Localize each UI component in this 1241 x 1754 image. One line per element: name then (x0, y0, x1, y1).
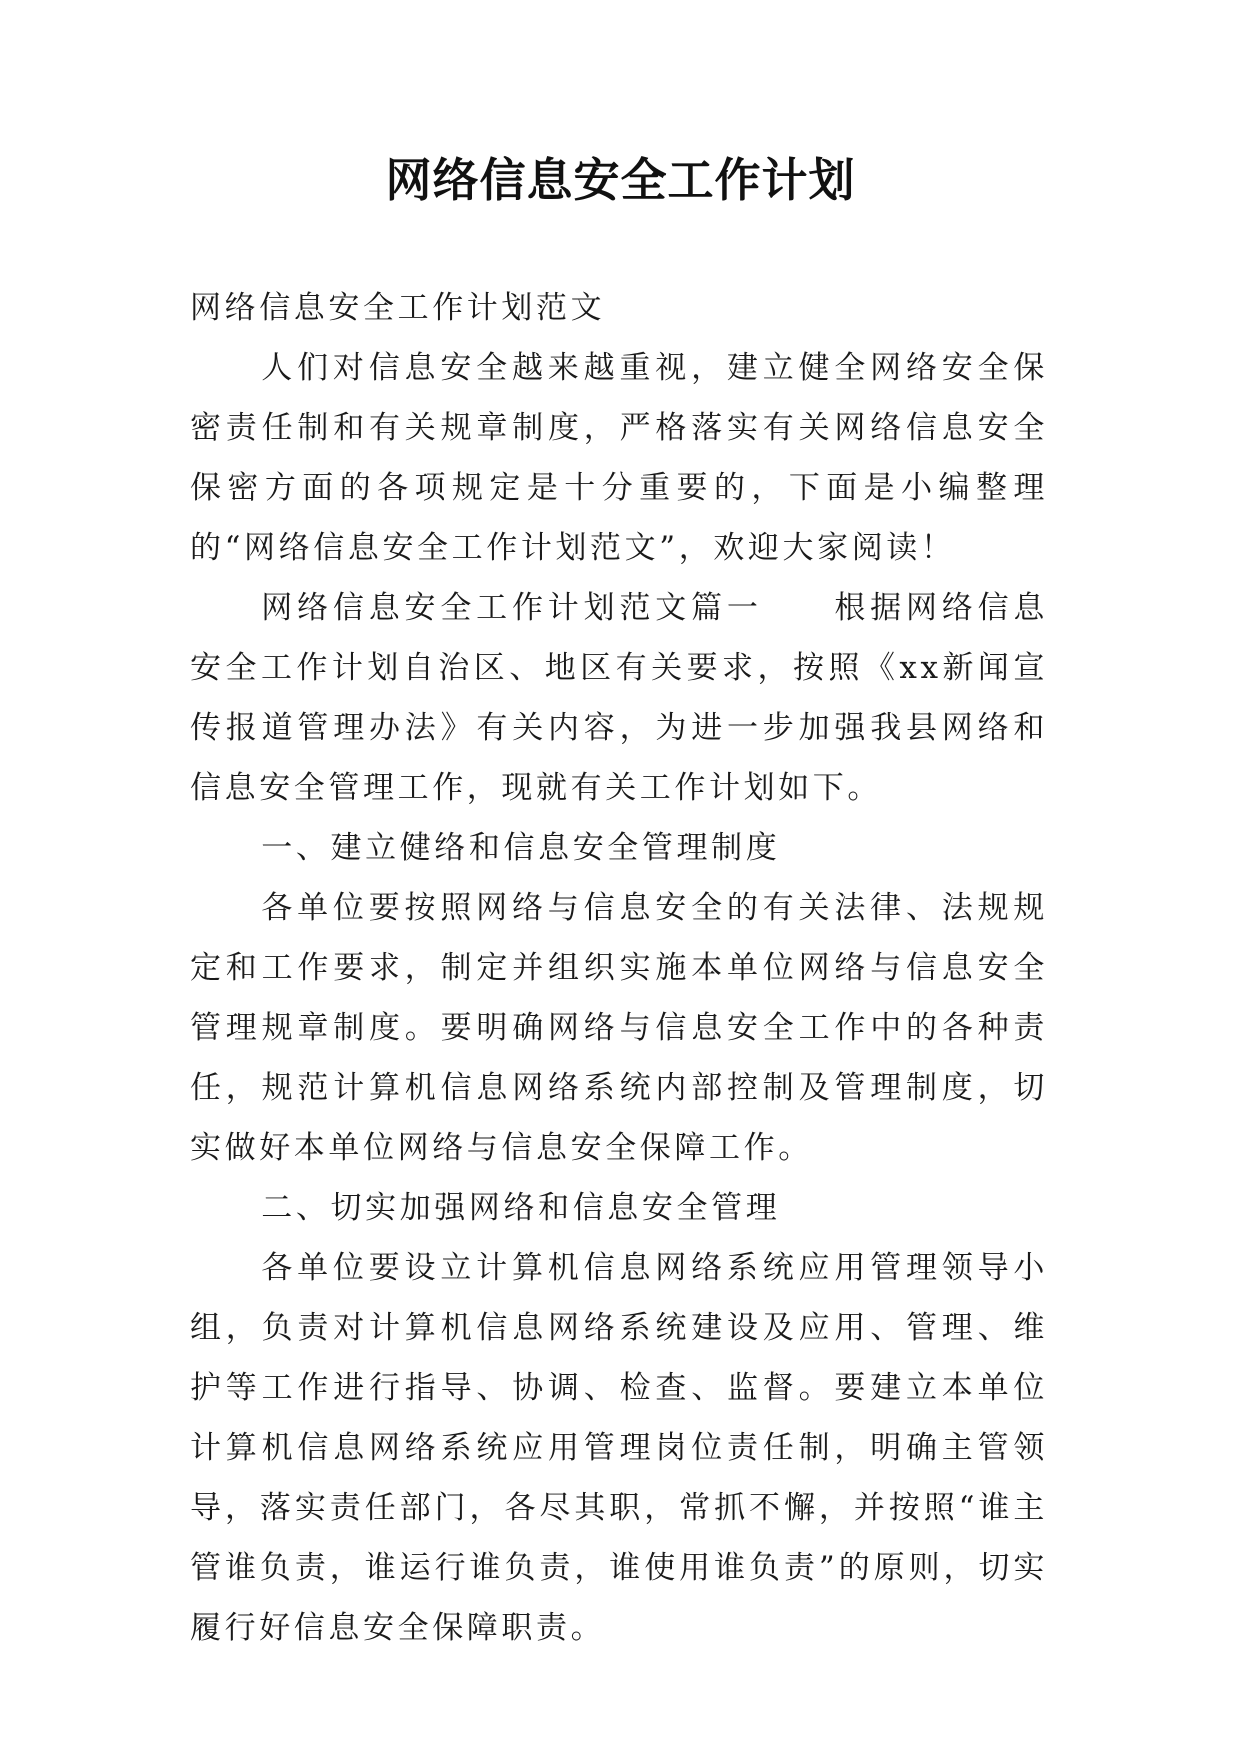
document-title: 网络信息安全工作计划 (385, 153, 856, 207)
section-1-paragraph: 各单位要按照网络与信息安全的有关法律、法规规定和工作要求，制定并组织实施本单位网络与信息安全管理规章制度。要明确网络与信息安全工作中的各种责任，规范计算机信息网络系统内部控制及管理制度，切实做好本单位网络与信息安全保障工作。 (190, 890, 1048, 1166)
plan-intro-paragraph: 网络信息安全工作计划范文篇一 根据网络信息安全工作计划自治区、地区有关要求，按照《xx新闻宣传报道管理办法》有关内容，为进一步加强我县网络和信息安全管理工作，现就有关工作计划如下。 (190, 590, 1048, 806)
section-heading-1: 一、建立健络和信息安全管理制度 (261, 830, 781, 866)
section-heading-2: 二、切实加强网络和信息安全管理 (261, 1190, 781, 1226)
section-2-paragraph: 各单位要设立计算机信息网络系统应用管理领导小组，负责对计算机信息网络系统建设及应用、管理、维护等工作进行指导、协调、检查、监督。要建立本单位计算机信息网络系统应用管理岗位责任制，明确主管领导，落实责任部门，各尽其职，常抓不懈，并按照“谁主管谁负责，谁运行谁负责，谁使用谁负责”的原则，切实履行好信息安全保障职责。 (190, 1250, 1048, 1646)
intro-paragraph: 人们对信息安全越来越重视，建立健全网络安全保密责任制和有关规章制度，严格落实有关网络信息安全保密方面的各项规定是十分重要的，下面是小编整理的“网络信息安全工作计划范文”，欢迎大家阅读！ (190, 350, 1048, 566)
subtitle-paragraph: 网络信息安全工作计划范文 (190, 290, 606, 326)
document-body (190, 278, 1048, 1658)
